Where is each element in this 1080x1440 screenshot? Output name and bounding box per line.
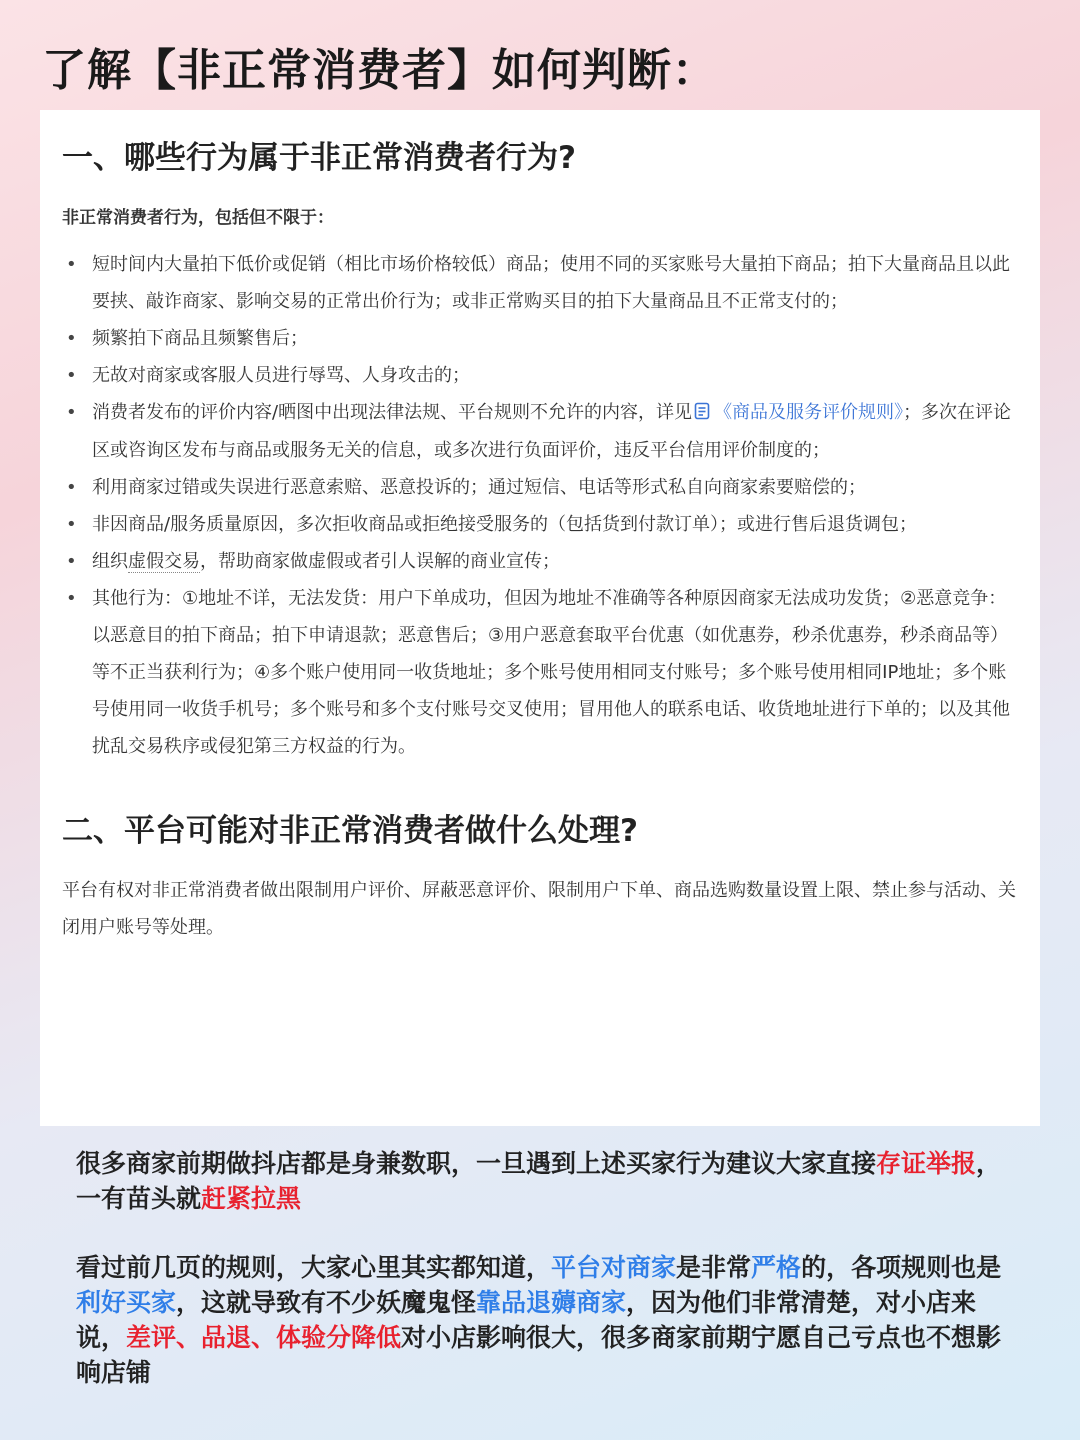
section1-heading: 一、哪些行为属于非正常消费者行为? — [62, 140, 576, 176]
list-item — [62, 246, 1016, 320]
list-item-text: 组织 — [92, 551, 128, 572]
list-item-text: 消费者发布的评价内容/晒图中出现法律法规、平台规则不允许的内容，详见 — [92, 402, 693, 423]
footer-notes — [76, 1146, 1016, 1390]
list-item-text: ，帮助商家做虚假或者引人误解的商业宣传； — [200, 551, 560, 572]
list-item-text: 频繁拍下商品且频繁售后； — [92, 328, 308, 349]
list-item — [62, 357, 1016, 394]
bullet: • — [66, 551, 77, 572]
list-item-text: ；多次在评论区或咨询区发布与商品或服务无关的信息，或多次进行负面评价，违反平台信用评价制度的； — [92, 402, 1012, 461]
list-item — [62, 469, 1016, 506]
footer-text: ，这就导致有不少妖魔鬼怪 — [176, 1288, 477, 1317]
highlight-platform: 平台对商家 — [551, 1253, 677, 1282]
list-item-text: 无故对商家或客服人员进行辱骂、人身攻击的； — [92, 365, 470, 386]
footer-text: 很多商家前期做抖店都是身兼数职，一旦遇到上述买家行为建议大家直接 — [76, 1149, 877, 1178]
footer-text: ，因为他们非常清楚，对小店来说， — [76, 1288, 977, 1352]
rules-link[interactable]: 《商品及服务评价规则》 — [714, 402, 904, 423]
document-icon — [694, 403, 710, 423]
footer-text: ，一有苗头就 — [76, 1149, 1002, 1213]
footer-text: 的，各项规则也是 — [801, 1253, 1002, 1282]
bullet: • — [66, 328, 77, 349]
footer-text: 对小店影响很大，很多商家前期宁愿自己亏点也不想影响店铺 — [76, 1323, 1002, 1387]
bullet: • — [66, 514, 77, 535]
list-item-text: 其他行为：①地址不详，无法发货：用户下单成功，但因为地址不准确等各种原因商家无法成功发货；②恶意竞争：以恶意目的拍下商品；拍下申请退款；恶意售后；③用户恶意套取平台优惠（如优惠券，秒杀优惠券，秒杀商品等）等不正当获利行为；④多个账户使用同一收货地址；多个账号使用相同支付账号；多个账号使用相同IP地址；多个账号使用同一收货手机号；多个账号和多个支付账号交叉使用；冒用他人的联系电话、收货地址进行下单的；以及其他扰乱交易秩序或侵犯第三方权益的行为。 — [92, 588, 1010, 757]
rules-list — [62, 246, 1016, 765]
section2-heading: 二、平台可能对非正常消费者做什么处理? — [62, 813, 638, 849]
section2-text: 平台有权对非正常消费者做出限制用户评价、屏蔽恶意评价、限制用户下单、商品选购数量设置上限、禁止参与活动、关闭用户账号等处理。 — [62, 880, 1016, 938]
bullet: • — [66, 588, 77, 609]
highlight-block: 赶紧拉黑 — [201, 1184, 302, 1213]
highlight-report: 存证举报 — [876, 1149, 977, 1178]
bullet: • — [66, 402, 77, 423]
list-item — [62, 506, 1016, 543]
highlight-return: 靠品退薅商家 — [476, 1288, 627, 1317]
section2 — [62, 805, 1016, 946]
rules-card — [40, 110, 1040, 1126]
footer-text: 是非常 — [676, 1253, 752, 1282]
footer-text: 看过前几页的规则，大家心里其实都知道， — [76, 1253, 552, 1282]
list-item — [62, 580, 1016, 765]
highlight-strict: 严格 — [751, 1253, 802, 1282]
list-item-text: 利用商家过错或失误进行恶意索赔、恶意投诉的；通过短信、电话等形式私自向商家索要赔偿的； — [92, 477, 866, 498]
list-item-text: 非因商品/服务质量原因，多次拒收商品或拒绝接受服务的（包括货到付款订单）；或进行售后退货调包； — [92, 514, 918, 535]
section1-intro: 非正常消费者行为，包括但不限于： — [62, 208, 334, 228]
footer-paragraph-2 — [76, 1250, 1016, 1390]
list-item-text: 短时间内大量拍下低价或促销（相比市场价格较低）商品；使用不同的买家账号大量拍下商品；拍下大量商品且以此要挟、敲诈商家、影响交易的正常出价行为；或非正常购买目的拍下大量商品且不正常支付的； — [92, 254, 1010, 312]
highlight-impact: 差评、品退、体验分降低 — [126, 1323, 402, 1352]
bullet: • — [66, 477, 77, 498]
list-item — [62, 543, 1016, 580]
list-item — [62, 394, 1016, 469]
page-title: 了解【非正常消费者】如何判断： — [42, 45, 717, 96]
list-item — [62, 320, 1016, 357]
bullet: • — [66, 365, 77, 386]
footer-paragraph-1 — [76, 1146, 1016, 1216]
bullet: • — [66, 254, 77, 275]
highlight-buyer: 利好买家 — [76, 1288, 177, 1317]
term-fake-transaction[interactable]: 虚假交易 — [128, 551, 200, 572]
